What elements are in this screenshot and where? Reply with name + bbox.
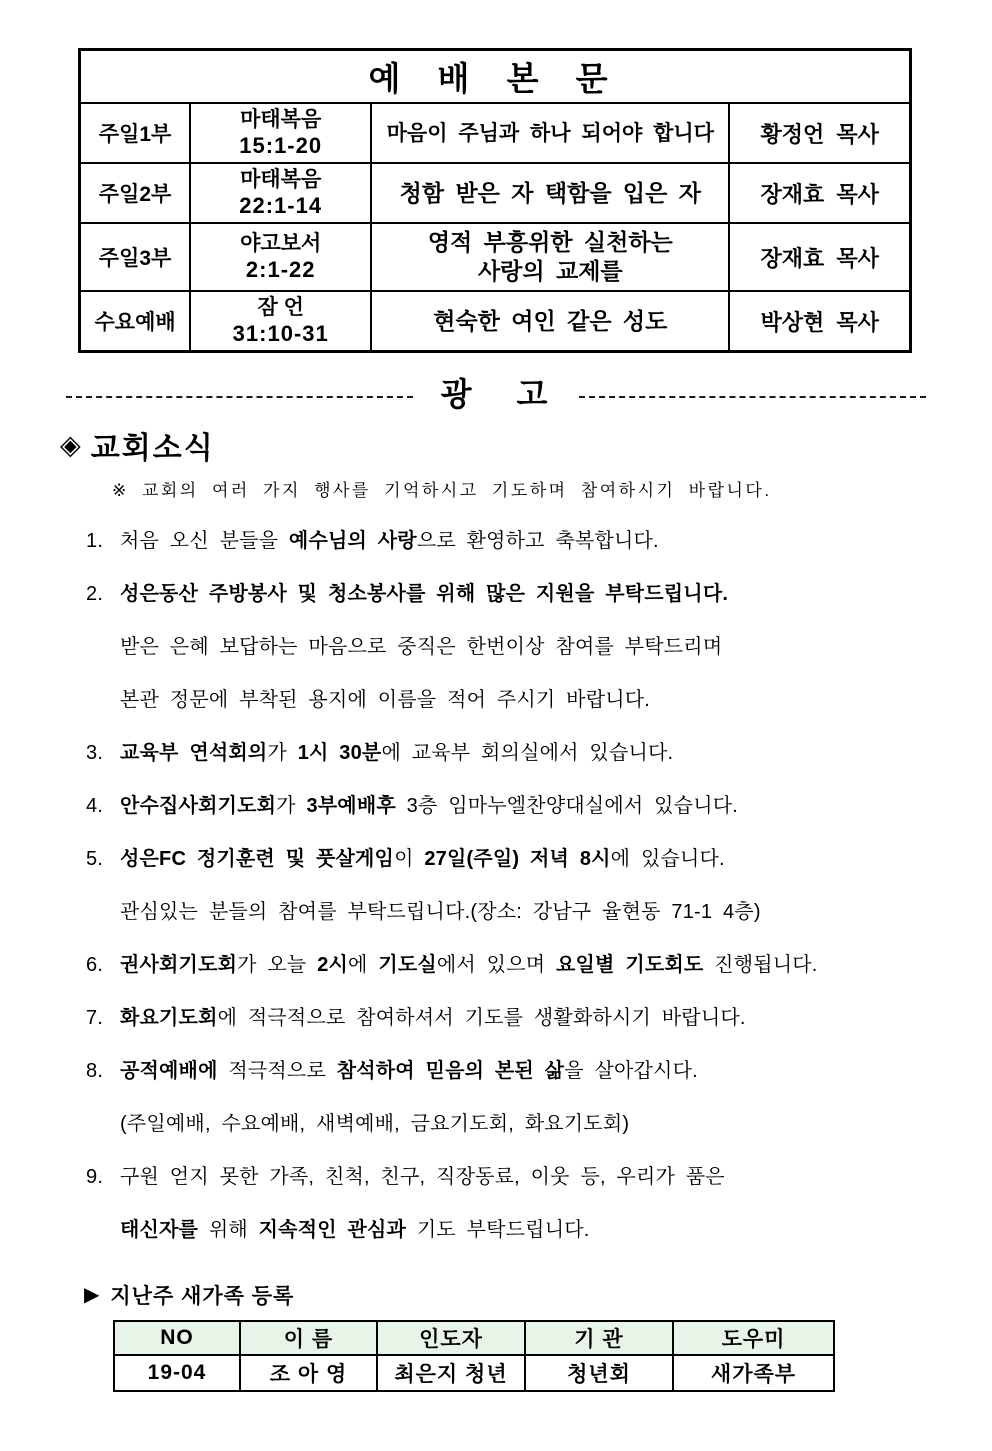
worship-row-sunday2 bbox=[80, 163, 911, 223]
item-line bbox=[86, 1163, 936, 1191]
preacher-name: 황정언 목사 bbox=[729, 103, 910, 163]
scripture-cell bbox=[190, 163, 371, 223]
scripture-book: 야고보서 bbox=[240, 232, 322, 255]
scripture-cell bbox=[190, 103, 371, 163]
item-line bbox=[86, 580, 936, 608]
announcement-item bbox=[86, 1163, 936, 1244]
item-number: 4. bbox=[86, 795, 104, 817]
announcement-item bbox=[86, 739, 936, 767]
item-text: (주일예배, 수요예배, 새벽예배, 금요기도회, 화요기도회) bbox=[120, 1113, 630, 1135]
preacher-name: 장재효 목사 bbox=[729, 163, 910, 223]
sermon-title: 현숙한 여인 같은 성도 bbox=[371, 291, 729, 352]
announcement-list bbox=[86, 527, 936, 1244]
triangle-icon: ▶ bbox=[84, 1284, 101, 1306]
church-news-title: 교회소식 bbox=[90, 432, 215, 465]
item-text: 태신자를 위해 지속적인 관심과 기도 부탁드립니다. bbox=[120, 1219, 590, 1241]
item-line bbox=[86, 951, 936, 979]
item-text: 권사회기도회가 오늘 2시에 기도실에서 있으며 요일별 기도회도 진행됩니다. bbox=[120, 954, 818, 976]
item-text: 관심있는 분들의 참여를 부탁드립니다.(장소: 강남구 율현동 71-1 4층) bbox=[120, 901, 761, 923]
item-number: 8. bbox=[86, 1060, 104, 1082]
scripture-cell bbox=[190, 223, 371, 291]
worship-row-sunday3 bbox=[80, 223, 911, 291]
service-name: 주일2부 bbox=[80, 163, 191, 223]
service-name: 주일3부 bbox=[80, 223, 191, 291]
item-text: 공적예배에 적극적으로 참석하여 믿음의 본된 삶을 살아갑시다. bbox=[120, 1060, 698, 1082]
item-continuation-line bbox=[86, 1216, 936, 1244]
item-text: 성은동산 주방봉사 및 청소봉사를 위해 많은 지원을 부탁드립니다. bbox=[120, 583, 729, 605]
item-number: 9. bbox=[86, 1166, 104, 1188]
data-cell-no: 19-04 bbox=[114, 1355, 240, 1391]
announcement-item bbox=[86, 845, 936, 926]
scripture-book: 마태복음 bbox=[240, 168, 322, 191]
scripture-verse: 15:1-20 bbox=[239, 133, 323, 158]
item-text: 본관 정문에 부착된 용지에 이름을 적어 주시기 바랍니다. bbox=[120, 689, 651, 711]
item-number: 3. bbox=[86, 742, 104, 764]
scripture-verse: 31:10-31 bbox=[232, 321, 329, 346]
item-text: 구원 얻지 못한 가족, 친척, 친구, 직장동료, 이웃 등, 우리가 품은 bbox=[120, 1166, 725, 1188]
scripture-book: 마태복음 bbox=[240, 108, 322, 131]
announcement-item bbox=[86, 951, 936, 979]
newcomer-table bbox=[113, 1320, 835, 1392]
item-text: 처음 오신 분들을 예수님의 사랑으로 환영하고 축복합니다. bbox=[120, 530, 659, 552]
sermon-title: 마음이 주님과 하나 되어야 합니다 bbox=[371, 103, 729, 163]
worship-row-wednesday bbox=[80, 291, 911, 352]
diamond-icon: ◈ bbox=[60, 429, 83, 460]
worship-row-sunday1 bbox=[80, 103, 911, 163]
data-cell-guide: 최은지 청년 bbox=[377, 1355, 525, 1391]
header-cell-guide: 인도자 bbox=[377, 1321, 525, 1355]
worship-scripture-table bbox=[78, 48, 912, 353]
sermon-title: 영적 부흥위한 실천하는 사랑의 교제를 bbox=[371, 223, 729, 291]
item-number: 5. bbox=[86, 848, 104, 870]
announcement-item bbox=[86, 580, 936, 714]
scripture-cell bbox=[190, 291, 371, 352]
item-number: 7. bbox=[86, 1007, 104, 1029]
item-number: 2. bbox=[86, 583, 104, 605]
item-line bbox=[86, 527, 936, 555]
item-text: 받은 은혜 보답하는 마음으로 중직은 한번이상 참여를 부탁드리며 bbox=[120, 636, 723, 658]
newcomer-data-row bbox=[114, 1355, 834, 1391]
item-line bbox=[86, 792, 936, 820]
scripture-book: 잠 언 bbox=[257, 296, 304, 319]
church-news-note: ※ 교회의 여러 가지 행사를 기억하시고 기도하며 참여하시기 바랍니다. bbox=[112, 481, 772, 500]
item-text: 안수집사회기도회가 3부예배후 3층 임마누엘찬양대실에서 있습니다. bbox=[120, 795, 739, 817]
service-name: 수요예배 bbox=[80, 291, 191, 352]
announcement-item bbox=[86, 527, 936, 555]
service-name: 주일1부 bbox=[80, 103, 191, 163]
header-cell-name: 이 름 bbox=[240, 1321, 377, 1355]
item-number: 1. bbox=[86, 530, 104, 552]
preacher-name: 장재효 목사 bbox=[729, 223, 910, 291]
data-cell-helper: 새가족부 bbox=[673, 1355, 834, 1391]
newcomer-header-row bbox=[114, 1321, 834, 1355]
item-continuation-line bbox=[86, 686, 936, 714]
scripture-verse: 2:1-22 bbox=[245, 257, 316, 282]
item-line bbox=[86, 1057, 936, 1085]
header-cell-org: 기 관 bbox=[525, 1321, 673, 1355]
preacher-name: 박상현 목사 bbox=[729, 291, 910, 352]
item-text: 화요기도회에 적극적으로 참여하셔서 기도를 생활화하시기 바랍니다. bbox=[120, 1007, 746, 1029]
data-cell-org: 청년회 bbox=[525, 1355, 673, 1391]
item-number: 6. bbox=[86, 954, 104, 976]
worship-table-title: 예 배 본 문 bbox=[80, 50, 911, 104]
announcement-item bbox=[86, 1057, 936, 1138]
header-cell-helper: 도우미 bbox=[673, 1321, 834, 1355]
sermon-title: 청함 받은 자 택함을 입은 자 bbox=[371, 163, 729, 223]
item-line bbox=[86, 845, 936, 873]
church-news-header bbox=[60, 423, 992, 467]
item-continuation-line bbox=[86, 633, 936, 661]
item-text: 성은FC 정기훈련 및 풋살게임이 27일(주일) 저녁 8시에 있습니다. bbox=[120, 848, 725, 870]
item-line bbox=[86, 739, 936, 767]
announcement-divider bbox=[66, 369, 926, 415]
newcomer-section-header bbox=[84, 1280, 992, 1310]
dashed-line-left bbox=[66, 396, 413, 398]
header-cell-no: NO bbox=[114, 1321, 240, 1355]
announcement-item bbox=[86, 792, 936, 820]
item-continuation-line bbox=[86, 898, 936, 926]
announcement-divider-title: 광 고 bbox=[440, 376, 566, 412]
announcement-item bbox=[86, 1004, 936, 1032]
scripture-verse: 22:1-14 bbox=[239, 193, 323, 218]
item-line bbox=[86, 1004, 936, 1032]
data-cell-name: 조 아 영 bbox=[240, 1355, 377, 1391]
item-continuation-line bbox=[86, 1110, 936, 1138]
item-text: 교육부 연석회의가 1시 30분에 교육부 회의실에서 있습니다. bbox=[120, 742, 674, 764]
newcomer-section-title: 지난주 새가족 등록 bbox=[110, 1285, 295, 1308]
worship-table-title-row bbox=[80, 50, 911, 104]
dashed-line-right bbox=[579, 396, 926, 398]
